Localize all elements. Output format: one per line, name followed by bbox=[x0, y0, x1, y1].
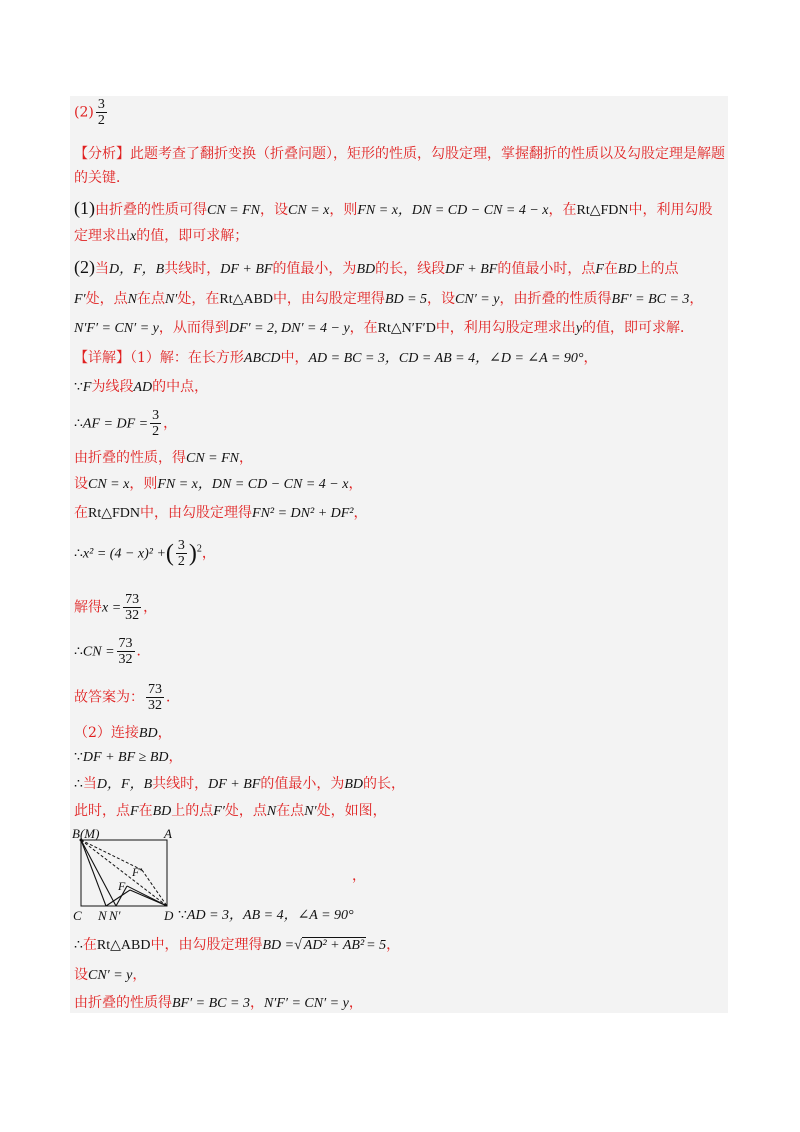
segment-fpd bbox=[127, 886, 167, 906]
label-f: F bbox=[118, 879, 126, 893]
geometry-diagram bbox=[72, 826, 180, 922]
label-c: C bbox=[73, 908, 82, 922]
detail-line-19: 由折叠的性质得BF′ = BC = 3，N′F′ = CN′ = y， bbox=[74, 995, 363, 1011]
label-bm: B(M) bbox=[72, 826, 100, 841]
label-d: D bbox=[164, 908, 174, 922]
detail-line-6: 在Rt△FDN中，由勾股定理得FN² = DN² + DF²， bbox=[74, 505, 368, 521]
analysis-line-2: 的关键． bbox=[74, 170, 130, 186]
analysis-part1-line2: 定理求出x的值，即可求解； bbox=[74, 228, 249, 244]
analysis-line-1: 【分析】此题考查了翻折变换（折叠问题），矩形的性质，勾股定理，掌握翻折的性质以及勾股定理是解题 bbox=[74, 146, 725, 162]
detail-line-14: 此时，点F在BD上的点F′处，点N在点N′处，如图， bbox=[74, 803, 387, 819]
analysis-tag: 【分析】 bbox=[74, 146, 130, 162]
fold-line-bnp bbox=[81, 840, 116, 906]
detail-line-18: 设CN′ = y， bbox=[74, 967, 147, 983]
detail-line-12: ∵DF + BF ≥ BD， bbox=[74, 749, 183, 765]
detail-line-13: ∴当D，F，B共线时，DF + BF的值最小，为BD的长， bbox=[74, 776, 406, 792]
answer-fraction: $\frac{3}{2}$ bbox=[97, 97, 105, 128]
analysis-part2-line3: N′F′ = CN′ = y，从而得到DF′ = 2, DN′ = 4 − y，在Rt△N′F′D中，利用勾股定理求出y的值，即可求解． bbox=[74, 320, 695, 336]
analysis-part1-line1: (1)由折叠的性质可得CN = FN，设CN = x，则FN = x，DN = CD − CN = 4 − x，在Rt△FDN中，利用勾股 bbox=[74, 198, 713, 218]
answer-header bbox=[74, 97, 109, 128]
geometry-figure bbox=[72, 826, 180, 922]
label-a: A bbox=[164, 826, 172, 841]
detail-line-10: 故答案为： $\frac{73}{32}$ ． bbox=[74, 682, 180, 713]
analysis-part2-line1: (2)当D，F，B共线时，DF + BF的值最小，为BD的长，线段DF + BF的值最小时，点F在BD上的点 bbox=[74, 257, 679, 277]
label-n: N bbox=[98, 908, 107, 922]
part-label: (2) bbox=[74, 104, 94, 121]
detail-tag: 【详解】 bbox=[74, 350, 130, 366]
detail-line-16: ∵AD = 3，AB = 4，∠A = 90° bbox=[178, 908, 354, 923]
detail-line-4: 由折叠的性质，得CN = FN， bbox=[74, 450, 254, 466]
label-fp: F′ bbox=[132, 865, 142, 879]
analysis-part2-line2: F′处，点N在点N′处，在Rt△ABD中，由勾股定理得BD = 5，设CN′ = y，由折叠的性质得BF′ = BC = 3， bbox=[74, 291, 704, 307]
detail-line-11: （2）连接BD， bbox=[74, 725, 172, 741]
detail-line-1: 【详解】（1）解：在长方形ABCD中，AD = BC = 3，CD = AB = 4，∠D = ∠A = 90°， bbox=[74, 350, 598, 366]
detail-line-7: ∴x² = (4 − x)² +( $\frac{3}{2}$ )$^2$， bbox=[74, 538, 216, 569]
detail-line-8: 解得x = $\frac{73}{32}$ ， bbox=[74, 592, 158, 623]
detail-line-2: ∵F为线段AD的中点， bbox=[74, 379, 209, 395]
figure-comma: ， bbox=[352, 868, 366, 884]
detail-line-3: ∴AF = DF = $\frac{3}{2}$ ， bbox=[74, 408, 178, 439]
detail-line-5: 设CN = x，则FN = x，DN = CD − CN = 4 − x， bbox=[74, 476, 363, 492]
detail-line-9: ∴CN = $\frac{73}{32}$ ． bbox=[74, 636, 151, 667]
detail-line-17: ∴在Rt△ABD中，由勾股定理得BD =√ AD² + AB² = 5， bbox=[74, 937, 401, 953]
label-np: N′ bbox=[109, 908, 121, 922]
